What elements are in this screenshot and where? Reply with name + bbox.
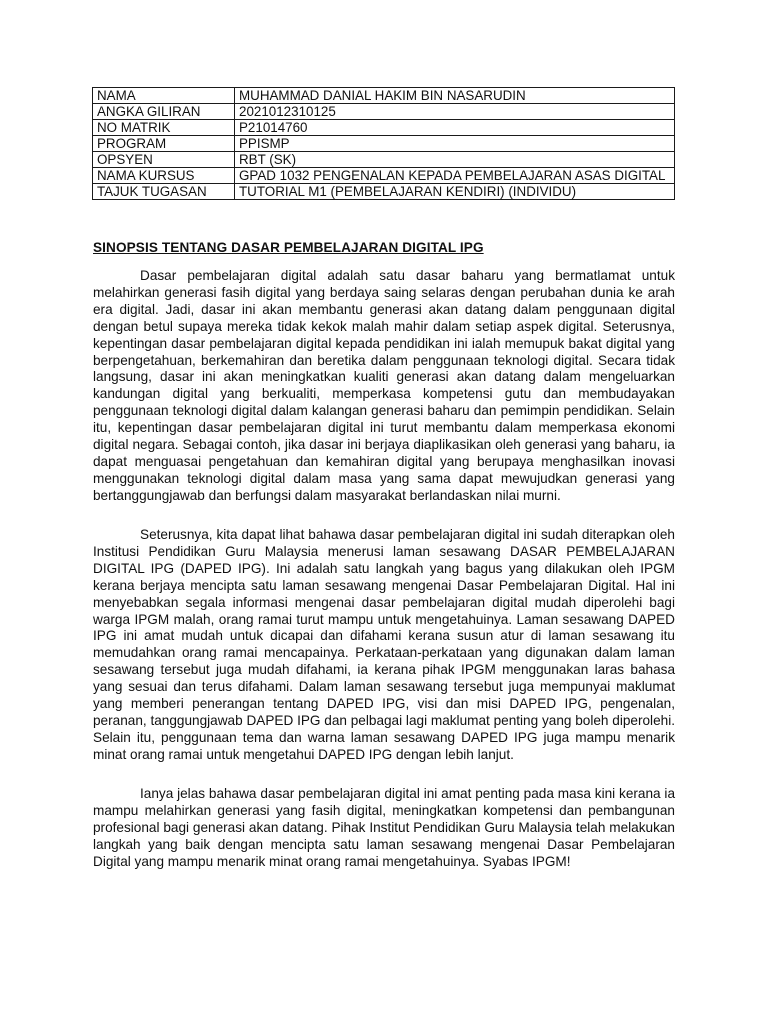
row-value: RBT (SK): [235, 152, 675, 168]
row-label: OPSYEN: [93, 152, 235, 168]
row-label: NAMA: [93, 88, 235, 104]
row-value: PPISMP: [235, 136, 675, 152]
table-row: [93, 120, 675, 136]
document-title: SINOPSIS TENTANG DASAR PEMBELAJARAN DIGITAL IPG: [93, 240, 484, 255]
paragraph-daped-ipg: Seterusnya, kita dapat lihat bahawa dasar pembelajaran digital ini sudah diterapkan oleh Institusi Pendidikan Guru Malaysia menerusi laman sesawang DASAR PEMBELAJARAN DIGITAL IPG (DAPED IPG). Ini adalah satu langkah yang bagus yang dilakukan oleh IPGM kerana berjaya mencipta satu laman sesawang mengenai Dasar Pembelajaran Digital. Hal ini menyebabkan segala informasi mengenai dasar pembelajaran digital mudah diperolehi bagi warga IPGM malah, orang ramai turut mampu untuk mengetahuinya. Laman sesawang DAPED IPG ini amat mudah untuk dicapai dan difahami kerana susun atur di laman sesawang itu memudahkan orang ramai mencapainya. Perkataan-perkataan yang digunakan dalam laman sesawang tersebut juga mudah difahami, ia kerana pihak IPGM menggunakan laras bahasa yang sesuai dan terus difahami. Dalam laman sesawang tersebut juga mempunyai maklumat yang memberi penerangan tentang DAPED IPG, visi dan misi DAPED IPG, pengenalan, peranan, tanggungjawab DAPED IPG dan pelbagai lagi maklumat penting yang boleh diperolehi. Selain itu, penggunaan tema dan warna laman sesawang DAPED IPG juga mampu menarik minat orang ramai untuk mengetahui DAPED IPG dengan lebih lanjut.: [93, 527, 675, 762]
table-row: [93, 104, 675, 120]
paragraph-conclusion: Ianya jelas bahawa dasar pembelajaran digital ini amat penting pada masa kini kerana ia mampu melahirkan generasi yang fasih digital, meningkatkan kompetensi dan pembangunan profesional bagi generasi akan datang. Pihak Institut Pendidikan Guru Malaysia telah melakukan langkah yang baik dengan mencipta satu laman sesawang mengenai Dasar Pembelajaran Digital yang mampu menarik minat orang ramai mengetahuinya. Syabas IPGM!: [93, 786, 675, 869]
row-value: MUHAMMAD DANIAL HAKIM BIN NASARUDIN: [235, 88, 675, 104]
row-label: NAMA KURSUS: [93, 168, 235, 184]
table-row: [93, 88, 675, 104]
table-row: [93, 168, 675, 184]
table-row: [93, 136, 675, 152]
row-value: P21014760: [235, 120, 675, 136]
row-label: TAJUK TUGASAN: [93, 184, 235, 200]
row-label: PROGRAM: [93, 136, 235, 152]
paragraph-intro: Dasar pembelajaran digital adalah satu dasar baharu yang bermatlamat untuk melahirkan generasi fasih digital yang berdaya saing selaras dengan perubahan dunia ke arah era digital. Jadi, dasar ini akan membantu generasi akan datang dalam penggunaan digital dengan betul supaya mereka tidak kekok malah mahir dalam setiap aspek digital. Seterusnya, kepentingan dasar pembelajaran digital kepada pendidikan ini ialah memupuk bakat digital yang berpengetahuan, berkemahiran dan beretika dalam penggunaan teknologi digital. Secara tidak langsung, dasar ini akan meningkatkan kualiti generasi akan datang dalam mengeluarkan kandungan digital yang berkualiti, memperkasa kompetensi gutu dan membudayakan penggunaan teknologi digital dalam kalangan generasi baharu dan pemimpin pendidikan. Selain itu, kepentingan dasar pembelajaran digital ini turut membantu dalam memperkasa ekonomi digital negara. Sebagai contoh, jika dasar ini berjaya diaplikasikan oleh generasi yang baharu, ia dapat menguasai pengetahuan dan kemahiran digital yang berupaya menghasilkan inovasi menggunakan teknologi digital dalam masa yang sama dapat mewujudkan generasi yang bertanggungjawab dan berfungsi dalam masyarakat berlandaskan nilai murni.: [93, 268, 675, 503]
row-value: GPAD 1032 PENGENALAN KEPADA PEMBELAJARAN ASAS DIGITAL: [235, 168, 675, 184]
row-value: 2021012310125: [235, 104, 675, 120]
student-info-table: [92, 87, 675, 200]
row-label: NO MATRIK: [93, 120, 235, 136]
table-row: [93, 184, 675, 200]
row-value: TUTORIAL M1 (PEMBELAJARAN KENDIRI) (INDIVIDU): [235, 184, 675, 200]
row-label: ANGKA GILIRAN: [93, 104, 235, 120]
table-row: [93, 152, 675, 168]
